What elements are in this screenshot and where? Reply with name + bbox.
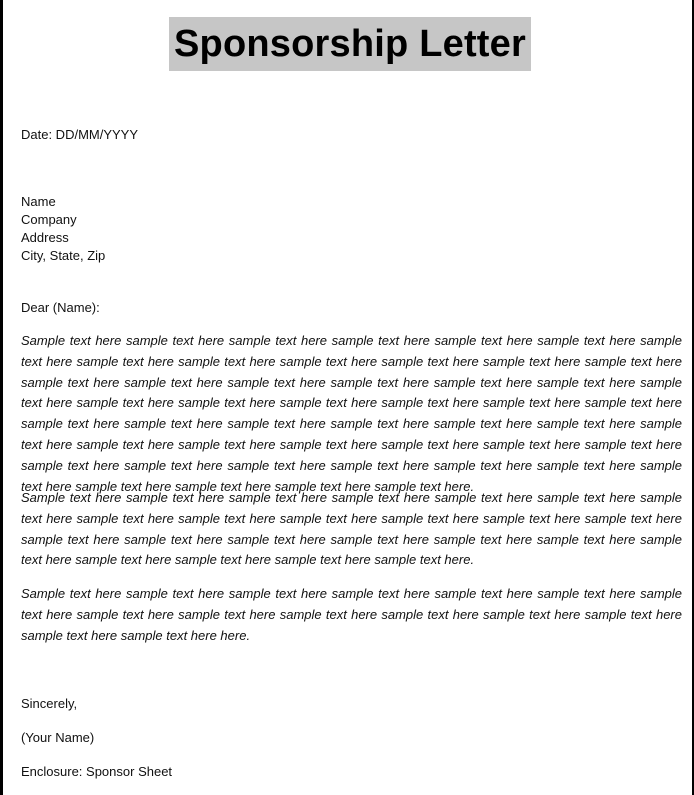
recipient-name: Name <box>21 194 56 209</box>
letter-title: Sponsorship Letter <box>169 17 531 71</box>
recipient-company: Company <box>21 212 77 227</box>
recipient-address: Address <box>21 230 69 245</box>
closing: Sincerely, <box>21 696 78 711</box>
body-paragraph-1: Sample text here sample text here sample text here sample text here sample text here sample text here sample text here sample text here sample text here sample text here sample text here sample text here sample text here sample text here sample text here sample text here sample text here sample text here sample text here sample text here sample text here sample text here sample text here sample text here sample text here sample text here sample text here sample text here sample text here sample text here sample text here sample text here sample text here sample text here sample text here sample text here sample text here sample text here sample text here sample text here sample text here sample text here sample text here sample text here sample text here sample text here sample text here sample text here sample text here sample text here. <box>21 333 682 494</box>
body-paragraph-2: Sample text here sample text here sample text here sample text here sample text here sample text here sample text here sample text here sample text here sample text here sample text here sample text here sample text here sample text here sample text here sample text here sample text here sample text here sample text here sample text here sample text here sample text here sample text here sample text here. <box>21 490 682 568</box>
letter-date: Date: DD/MM/YYYY <box>21 127 139 142</box>
enclosure: Enclosure: Sponsor Sheet <box>21 764 173 779</box>
signature: (Your Name) <box>21 730 95 745</box>
recipient-city-state-zip: City, State, Zip <box>21 248 106 263</box>
body-paragraph-3: Sample text here sample text here sample text here sample text here sample text here sample text here sample text here sample text here sample text here sample text here sample text here sample text here sample text here sample text here sample text here here. <box>21 586 682 643</box>
salutation: Dear (Name): <box>21 300 100 315</box>
title-container <box>3 17 694 71</box>
